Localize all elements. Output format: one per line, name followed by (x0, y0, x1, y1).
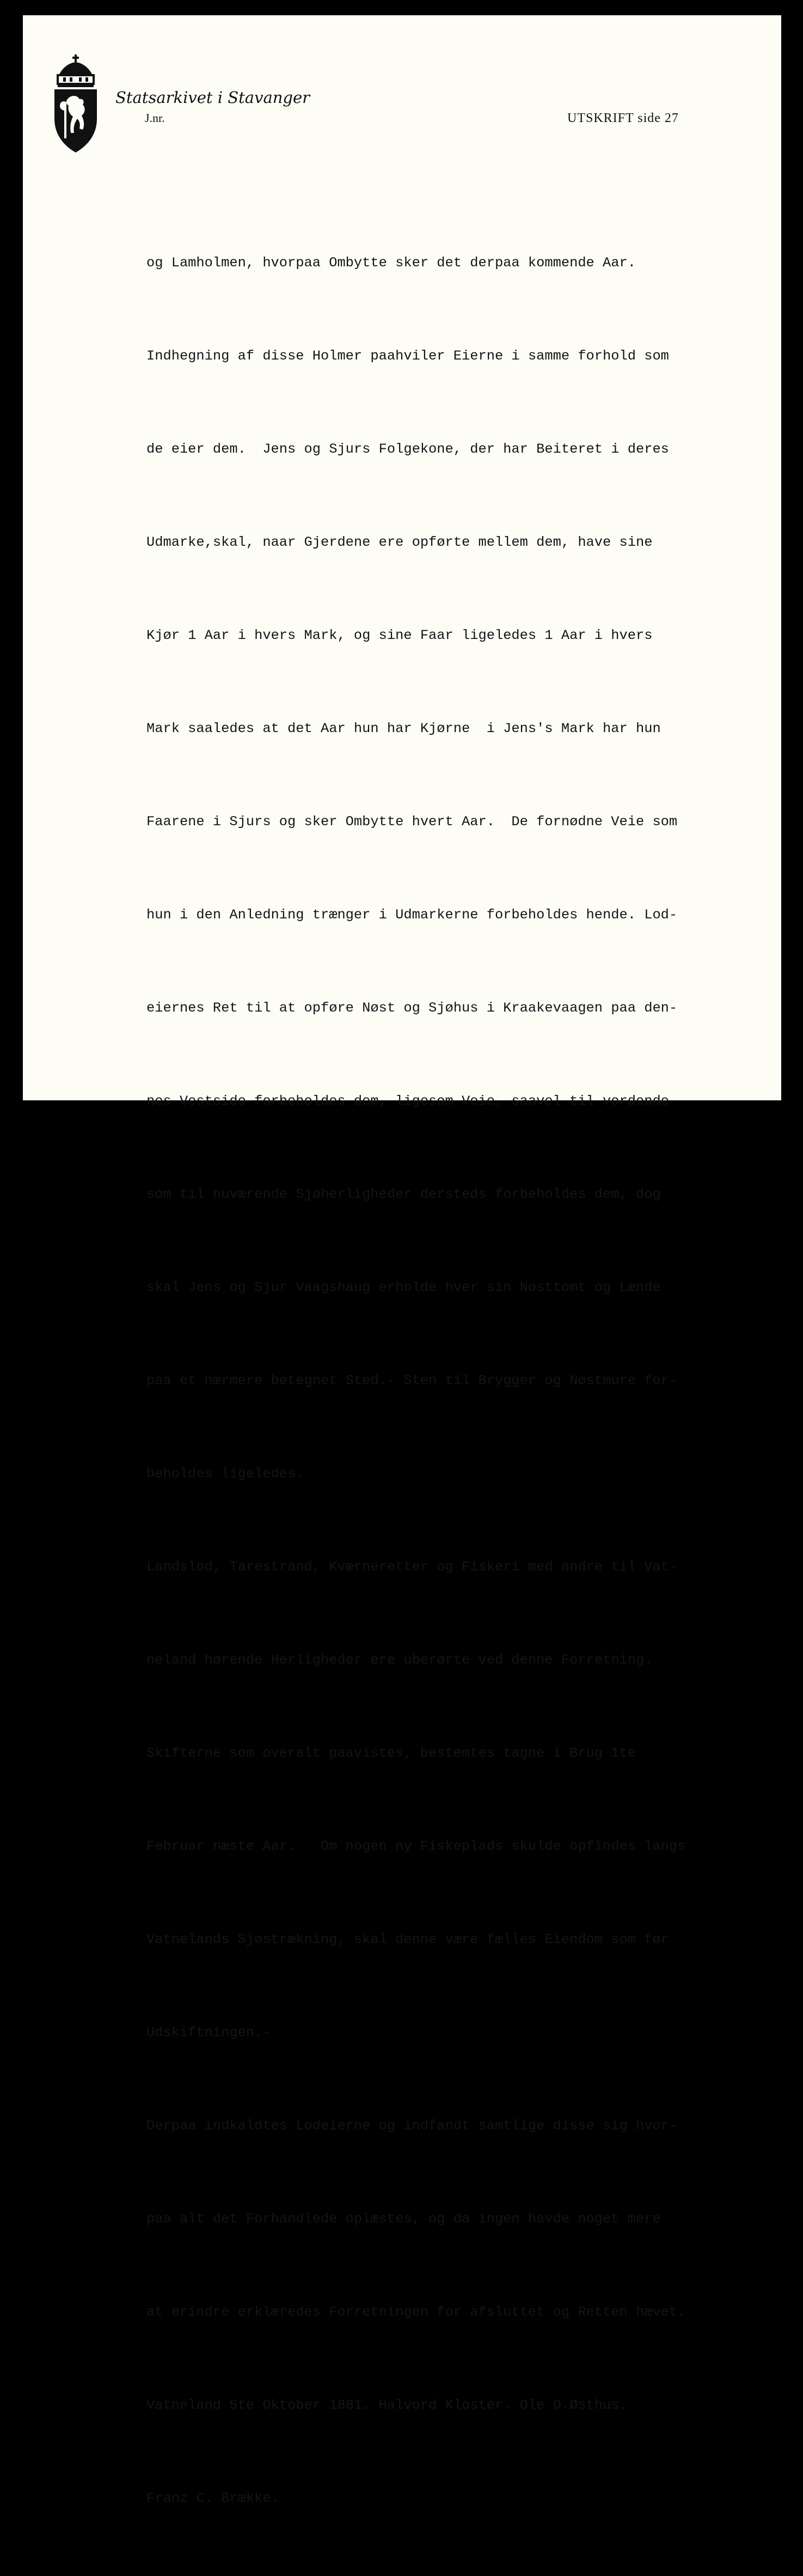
coat-of-arms-icon (51, 53, 100, 155)
text-line: Franz C. Brække. (146, 2490, 279, 2506)
text-line: og Lamholmen, hvorpaa Ombytte sker det derpaa kommende Aar. (146, 255, 636, 271)
text-line: nes Vestside forbeholdes dem, ligesom Veie, saavel til vordende (146, 1093, 669, 1109)
text-line: hun i den Anledning trænger i Udmarkerne forbeholdes hende. Lod- (146, 907, 678, 923)
text-line: Faarene i Sjurs og sker Ombytte hvert Aar. De fornødne Veie som (146, 814, 678, 830)
text-line: Vatneland 5te Oktober 1881. Halvord Kloster. Ole O.Østhus. (146, 2397, 628, 2413)
text-line: de eier dem. Jens og Sjurs Folgekone, der har Beiteret i deres (146, 441, 669, 457)
text-line: paa et nærmere betegnet Sted.- Sten til Brygger og Nøstmure for- (146, 1373, 678, 1389)
text-line: paa alt det Forhandlede oplæstes, og da ingen havde noget mere (146, 2211, 661, 2227)
archive-name: Statsarkivet i Stavanger (115, 88, 310, 107)
text-line: neland hørende Herligheder ere uberørte ved denne Forretning. (146, 1652, 653, 1668)
text-line: Indhegning af disse Holmer paahviler Eierne i samme forhold som (146, 348, 669, 364)
text-line: Landslod, Tarestrand, Kværneretter og Fiskeri med andre til Vat- (146, 1559, 678, 1575)
text-line: Skifterne som overalt paavistes, bestemtes tagne i Brug 1te (146, 1745, 636, 1761)
transcript-body (146, 185, 773, 2576)
text-line: Derpaa indkaldtes Lodeierne og indfandt samtlige disse sig hvor- (146, 2118, 678, 2134)
text-line: Mark saaledes at det Aar hun har Kjørne i Jens's Mark har hun (146, 721, 661, 736)
text-line: Vatnelands Sjøstrækning, skal denne være fælles Eiendom som før (146, 1932, 669, 1947)
text-line: skal Jens og Sjur Vaagshaug erholde hver sin Nøsttomt og Lænde (146, 1280, 661, 1295)
text-line: som til nuværende Sjøherligheder dersteds forbeholdes dem, dog (146, 1186, 661, 1202)
text-line: Udskiftningen.- (146, 2025, 271, 2041)
text-line: Kjør 1 Aar i hvers Mark, og sine Faar ligeledes 1 Aar i hvers (146, 628, 653, 643)
text-line: Udmarke,skal, naar Gjerdene ere opførte mellem dem, have sine (146, 534, 653, 550)
text-line: Februar næste Aar. Om nogen ny Fiskeplads skulde opfindes langs (146, 1838, 686, 1854)
document-page (23, 15, 781, 2506)
transcript-page-label: UTSKRIFT side 27 (567, 111, 679, 125)
text-line: at erindre erklæredes Forretningen for afsluttet og Retten hævet. (146, 2304, 686, 2320)
text-line: eiernes Ret til at opføre Nøst og Sjøhus i Kraakevaagen paa den- (146, 1000, 678, 1016)
journal-number-label: J.nr. (145, 111, 165, 125)
text-line: beholdes ligeledes. (146, 1466, 304, 1482)
